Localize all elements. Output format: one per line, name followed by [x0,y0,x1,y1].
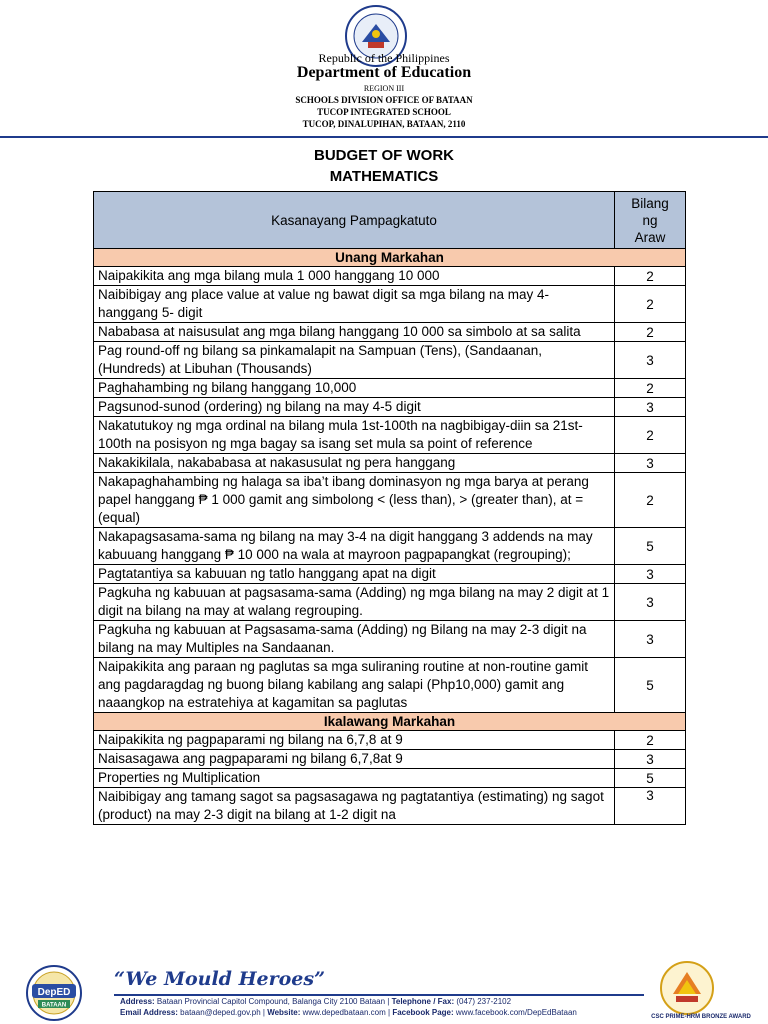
competency-column-header: Kasanayang Pampagkatuto [94,192,615,249]
school-line: TUCOP INTEGRATED SCHOOL [317,107,451,117]
table-row [94,267,686,286]
table-row [94,286,686,323]
table-row [94,342,686,379]
days-column-header [615,192,686,249]
letterhead-footer [0,958,768,1024]
competency-cell: Properties ng Multiplication [94,769,615,788]
days-cell: 2 [615,379,686,398]
days-cell: 3 [615,584,686,621]
competency-cell: Naisasagawa ang pagpaparami ng bilang 6,7,8at 9 [94,750,615,769]
division-line: SCHOOLS DIVISION OFFICE OF BATAAN [295,95,473,105]
table-row [94,473,686,528]
facebook-label: Facebook Page: [392,1008,454,1017]
days-cell: 3 [615,565,686,584]
days-cell: 3 [615,788,686,825]
quarter-label: Unang Markahan [94,249,686,267]
competency-cell: Pagkuha ng kabuuan at Pagsasama-sama (Adding) ng Bilang na may 2-3 digit na bilang na may Multiples na Sandaanan. [94,621,615,658]
days-cell: 2 [615,323,686,342]
competency-cell: Naipakikita ang paraan ng paglutas sa mga suliraning routine at non-routine gamit ang pagdaragdag ng buong bilang kabilang ang salapi (Php10,000) gamit ang naaangkop na estratehiya at kagamitan sa paglutas [94,658,615,713]
competency-cell: Naibibigay ang tamang sagot sa pagsasagawa ng pagtatantiya (estimating) ng sagot (product) na may 2-3 digit na bilang at 1-2 digit na [94,788,615,825]
phone-label: Telephone / Fax: [391,997,455,1006]
table-row [94,454,686,473]
table-row [94,621,686,658]
contact-line [120,1008,577,1017]
website-label: Website: [267,1008,301,1017]
region-line: REGION III [363,84,405,93]
table-row [94,379,686,398]
logo-text: DepED [37,987,71,998]
table-row [94,731,686,750]
table-row [94,750,686,769]
budget-of-work-table [93,191,686,825]
school-motto: “We Mould Heroes” [114,968,326,990]
table-row [94,584,686,621]
competency-cell: Pag round-off ng bilang sa pinkamalapit na Sampuan (Tens), (Sandaanan, (Hundreds) at Libuhan (Thousands) [94,342,615,379]
republic-line: Republic of the Philippines [318,51,450,65]
competency-cell: Naibibigay ang place value at value ng bawat digit sa mga bilang na may 4- hanggang 5- digit [94,286,615,323]
days-cell: 5 [615,528,686,565]
address-line [120,997,511,1006]
table-row [94,528,686,565]
competency-cell: Nakapaghahambing ng halaga sa iba’t ibang dominasyon ng mga barya at perang papel hanggang ₱ 1 000 gamit ang simbolong < (less than), > (greater than), at = (equal) [94,473,615,528]
award-label: CSC PRIME-HRM BRONZE AWARD [651,1014,751,1020]
footer-divider [114,994,644,996]
days-cell: 2 [615,417,686,454]
days-cell: 3 [615,342,686,379]
days-cell: 2 [615,286,686,323]
days-cell: 3 [615,398,686,417]
department-name: Department of Education [296,64,472,81]
table-row [94,769,686,788]
competency-cell: Paghahambing ng bilang hanggang 10,000 [94,379,615,398]
days-cell: 3 [615,750,686,769]
deped-bataan-logo-icon [14,964,114,1022]
days-header-word-1: Bilang [631,195,669,211]
csc-prime-hrm-award-icon [648,960,726,1018]
table-row [94,658,686,713]
competency-cell: Naipakikita ng pagpaparami ng bilang na 6,7,8 at 9 [94,731,615,750]
competency-cell: Nakatutukoy ng mga ordinal na bilang mula 1st-100th na nagbibigay-diin sa 21st-100th na posisyon ng mga bagay sa isang set mula sa point of reference [94,417,615,454]
phone-value: (047) 237-2102 [454,997,512,1006]
days-cell: 2 [615,731,686,750]
competency-cell: Pagsunod-sunod (ordering) ng bilang na may 4-5 digit [94,398,615,417]
days-cell: 3 [615,454,686,473]
header-divider [0,136,768,138]
email-value: bataan@deped.gov.ph | [177,1008,268,1017]
competency-cell: Pagtatantiya sa kabuuan ng tatlo hanggang apat na digit [94,565,615,584]
table-row [94,417,686,454]
competency-cell: Pagkuha ng kabuuan at pagsasama-sama (Adding) ng mga bilang na may 2 digit at 1 digit na bilang na may at walang regrouping. [94,584,615,621]
days-cell: 5 [615,769,686,788]
table-row [94,323,686,342]
quarter-label: Ikalawang Markahan [94,713,686,731]
quarter-row [94,249,686,267]
website-value: www.depedbataan.com | [300,1008,393,1017]
quarter-row [94,713,686,731]
days-cell: 2 [615,267,686,286]
days-cell: 3 [615,621,686,658]
days-cell: 2 [615,473,686,528]
table-row [94,565,686,584]
school-address-line: TUCOP, DINALUPIHAN, BATAAN, 2110 [302,119,466,129]
days-header-word-3: Araw [634,229,666,245]
table-row [94,398,686,417]
competency-cell: Nababasa at naisusulat ang mga bilang hanggang 10 000 sa simbolo at sa salita [94,323,615,342]
subject-title: MATHEMATICS [329,168,439,185]
competency-cell: Nakakikilala, nakababasa at nakasusulat ng pera hanggang [94,454,615,473]
days-header-word-2: ng [642,212,658,228]
competency-cell: Nakapagsasama-sama ng bilang na may 3-4 na digit hanggang 3 addends na may kabuuang hanggang ₱ 10 000 na wala at mayroon pagpapangkat (regrouping); [94,528,615,565]
days-cell: 5 [615,658,686,713]
email-label: Email Address: [120,1008,178,1017]
table-row [94,788,686,825]
facebook-value: www.facebook.com/DepEdBataan [453,1008,577,1017]
document-title: BUDGET OF WORK [314,147,454,164]
address-value: Bataan Provincial Capitol Compound, Balanga City 2100 Bataan | [154,997,392,1006]
competency-cell: Naipakikita ang mga bilang mula 1 000 hanggang 10 000 [94,267,615,286]
address-label: Address: [120,997,155,1006]
logo-subtext: BATAAN [41,1002,67,1009]
